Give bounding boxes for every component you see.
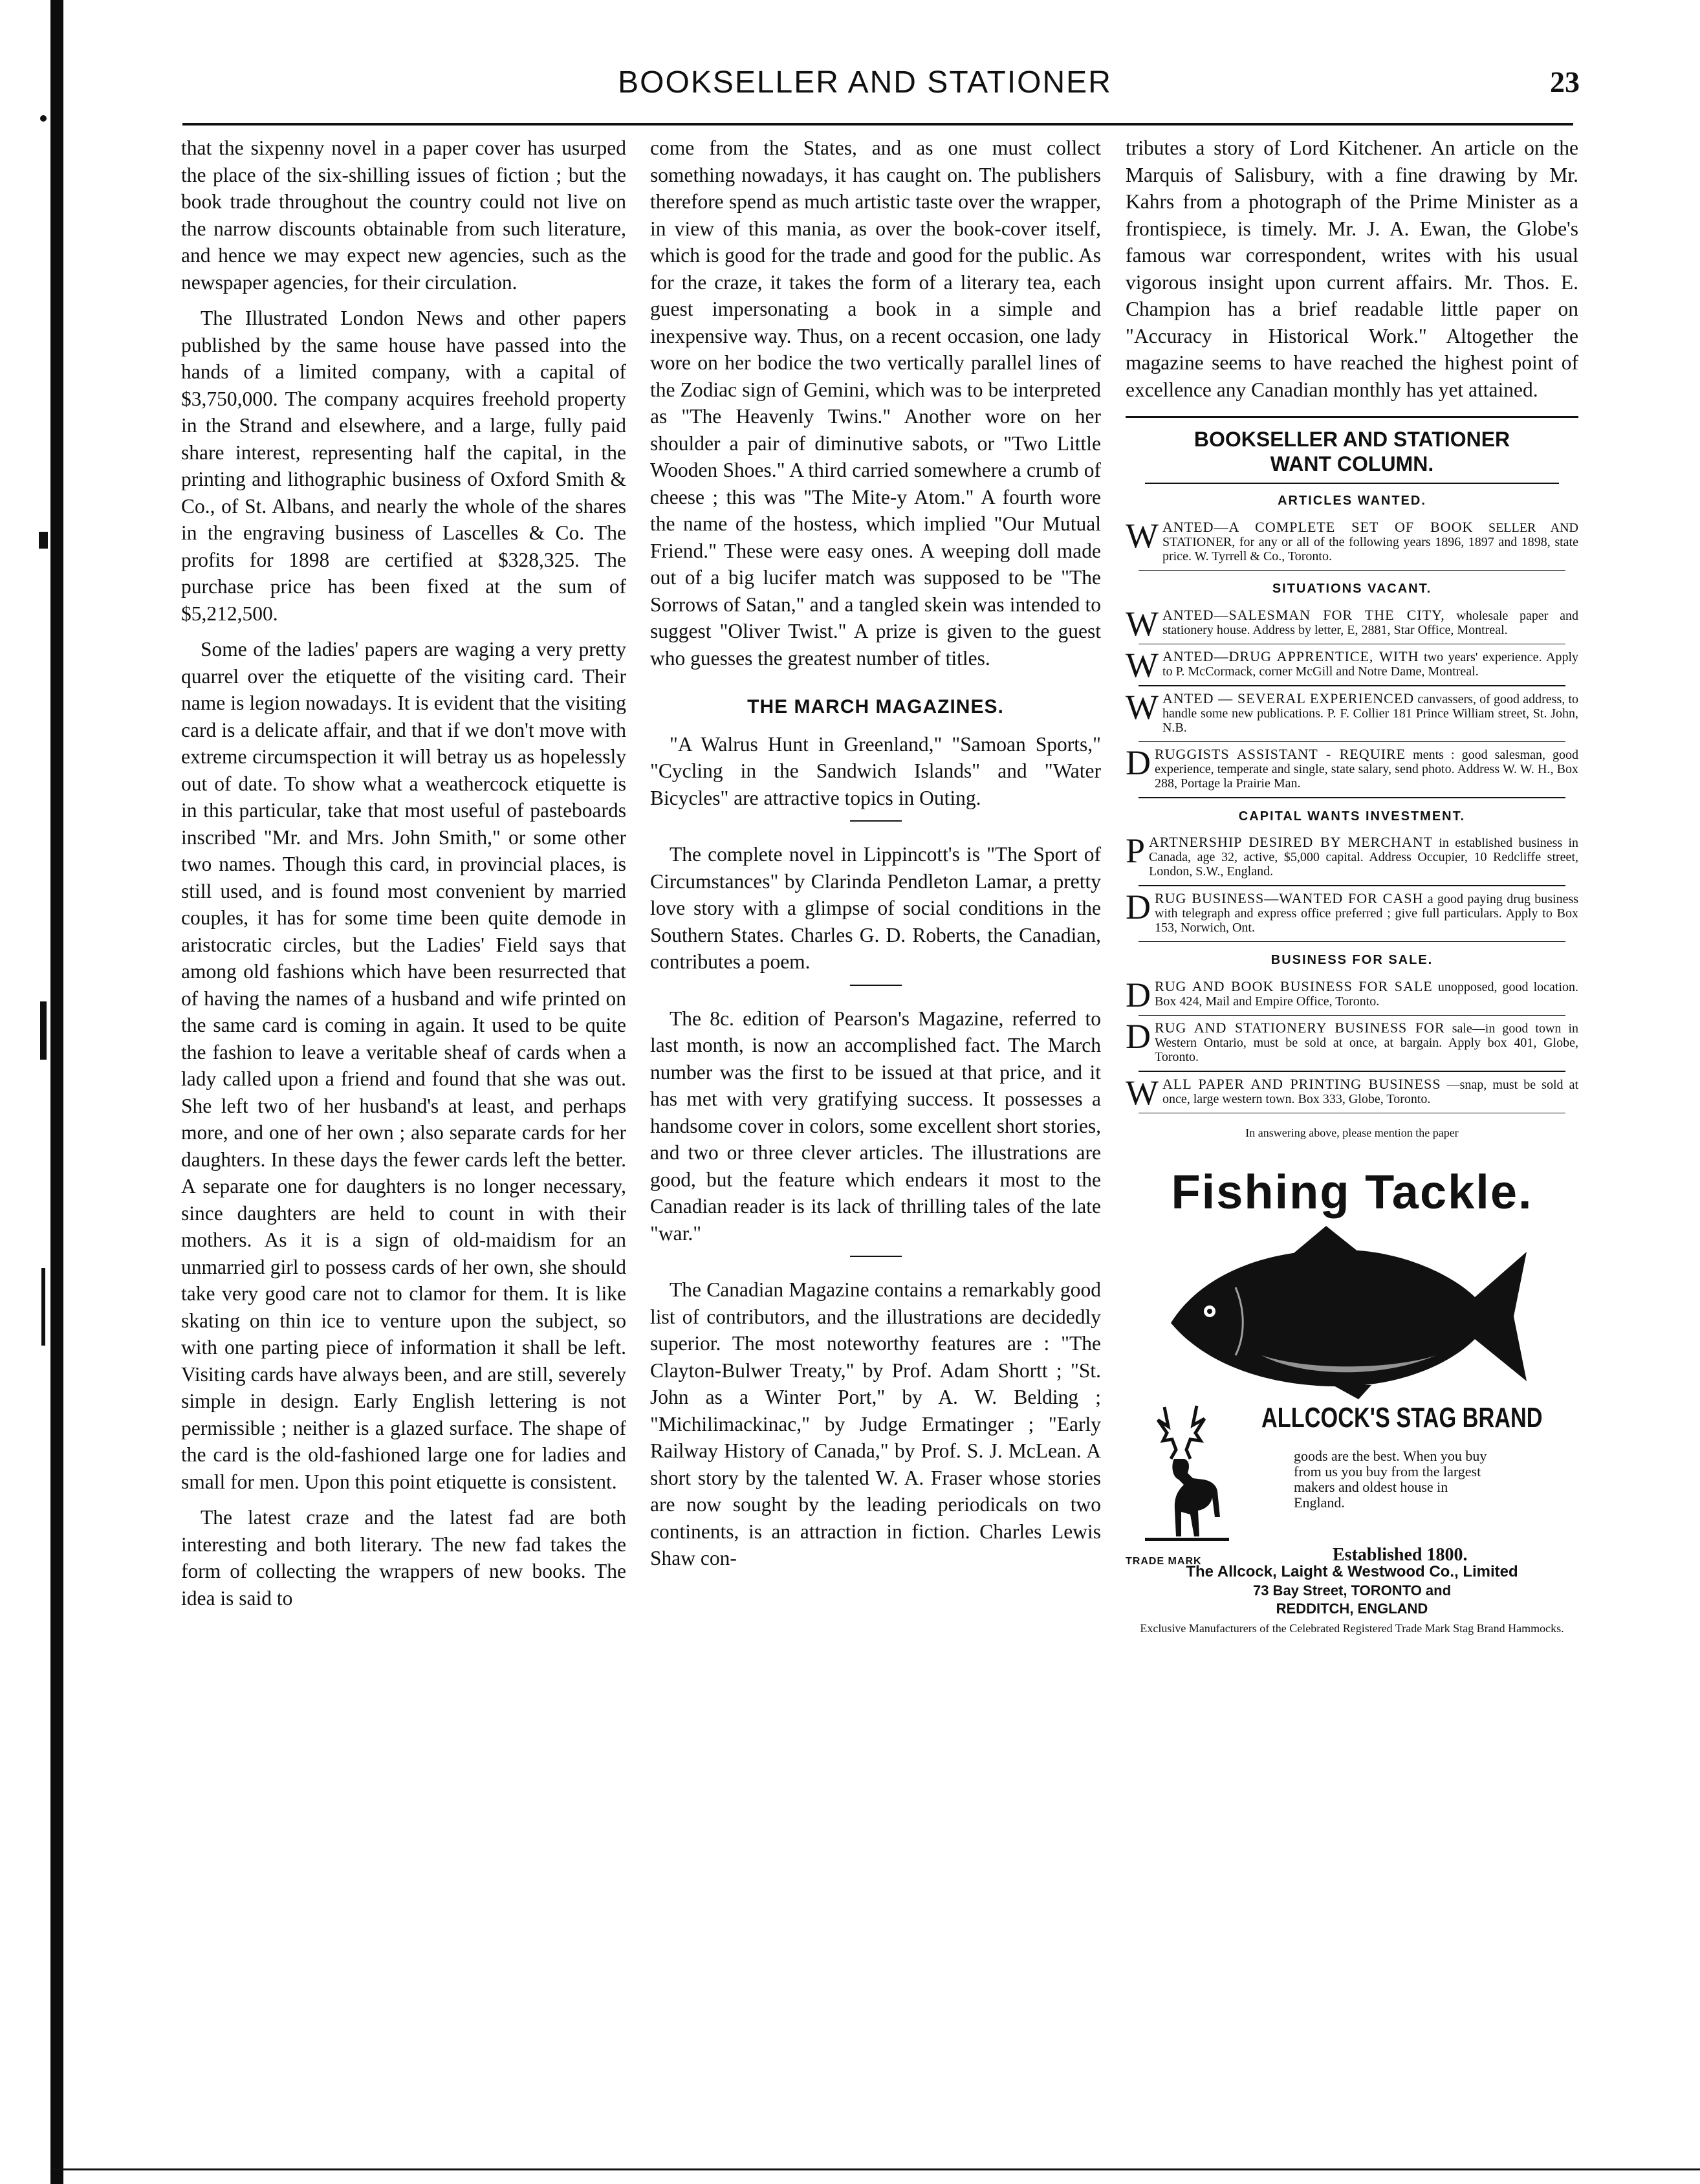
brand-text: goods are the best. When you buy from us you buy from the largest makers and oldest house in England.	[1294, 1447, 1487, 1511]
drop-cap: D	[1126, 743, 1151, 782]
drop-cap: D	[1126, 887, 1151, 926]
ad-body: two years' experience. Apply to P. McCormack, corner McGill and Notre Dame, Montreal.	[1162, 650, 1579, 679]
section-heading: CAPITAL WANTS INVESTMENT.	[1238, 809, 1466, 824]
ad-lead: ANTED—A COMPLETE SET OF BOOK	[1162, 518, 1474, 535]
divider	[1145, 483, 1559, 484]
divider	[1139, 885, 1565, 886]
trade-mark-label: TRADE MARK	[1126, 1555, 1202, 1567]
ad-lead: RUG AND STATIONERY BUSINESS FOR	[1155, 1020, 1445, 1036]
ad-lead: RUG AND BOOK BUSINESS FOR SALE	[1155, 977, 1433, 994]
running-title: BOOKSELLER AND STATIONER	[618, 65, 1112, 100]
classified-ad	[1126, 975, 1579, 1014]
divider	[1139, 1113, 1565, 1114]
divider	[1139, 741, 1565, 743]
classified-ad	[1126, 516, 1579, 563]
want-column-footer: In answering above, please mention the paper	[1245, 1126, 1459, 1139]
paragraph: The latest craze and the latest fad are both interesting and both literary. The new fad takes the form of collecting the wrappers of new books. The idea is said to	[181, 1506, 626, 1610]
company-address: 73 Bay Street, TORONTO and	[1252, 1582, 1452, 1599]
ad-lead: RUG BUSINESS—WANTED FOR CASH	[1155, 890, 1424, 906]
divider	[1139, 941, 1565, 943]
divider	[850, 1256, 902, 1257]
classified-ad	[1126, 1073, 1578, 1112]
scan-speck	[40, 1001, 47, 1060]
company-address: REDDITCH, ENGLAND	[1276, 1600, 1428, 1617]
book-binding-edge	[50, 0, 63, 2184]
section-title: THE MARCH MAGAZINES.	[747, 696, 1004, 717]
divider	[1139, 797, 1565, 798]
drop-cap: P	[1126, 831, 1146, 870]
divider	[1139, 685, 1565, 686]
drop-cap: W	[1126, 1073, 1159, 1112]
brand-name: ALLCOCK'S STAG BRAND	[1261, 1401, 1543, 1434]
divider	[1139, 1015, 1565, 1016]
classified-ad	[1126, 604, 1578, 643]
ad-body: a good paying drug business with telegraph and express office preferred ; give full particulars. Apply to Box 153, Norwich, Ont.	[1155, 891, 1579, 935]
classified-ad	[1126, 887, 1579, 935]
paragraph: The Canadian Magazine contains a remarkably good list of contributors, and the illustrations are decidedly superior. The most noteworthy features are : "The Clayton-Bulwer Treaty," by Prof. Adam Shortt ; "St. John as a Winter Port," by A. W. Belding ; "Michilimackinac," by Judge Ermatinger ; "Early Railway History of Canada," by Prof. S. J. McLean. A short story by the talented W. A. Fraser whose stories are now sought by the leading periodicals on two continents, is an attraction in fiction. Charles Lewis Shaw con-	[650, 1278, 1101, 1569]
want-column-title	[1126, 427, 1578, 476]
scan-speck	[40, 115, 47, 122]
section-heading: ARTICLES WANTED.	[1278, 494, 1426, 508]
divider	[1139, 644, 1565, 645]
drop-cap: W	[1126, 516, 1159, 555]
page-header	[150, 65, 1580, 105]
paragraph: The complete novel in Lippincott's is "The Sport of Circumstances" by Clarinda Pendleton Lamar, a pretty love story with a glimpse of social conditions in the Southern States. Charles G. D. Roberts, the Canadian, contributes a poem.	[650, 843, 1101, 973]
ad-body: wholesale paper and stationery house. Address by letter, E, 2881, Star Office, Montreal.	[1162, 608, 1578, 637]
divider	[850, 820, 902, 822]
company-note: Exclusive Manufacturers of the Celebrated Registered Trade Mark Stag Brand Hammocks.	[1140, 1621, 1564, 1635]
drop-cap: W	[1126, 687, 1159, 726]
ad-body: canvassers, of good address, to handle some new publications. P. F. Collier 181 Prince William street, St. John, N.B.	[1162, 692, 1578, 735]
ad-lead: ANTED—DRUG APPRENTICE, WITH	[1162, 648, 1419, 664]
paragraph: tributes a story of Lord Kitchener. An article on the Marquis of Salisbury, with a fine drawing by Mr. Kahrs from a photograph of the Prime Minister as a frontispiece, is timely. Mr. J. A. Ewan, the Globe's famous war correspondent, writes with his usual vigorous insight upon current affairs. Mr. Thos. E. Champion has a brief readable little paper on "Accuracy in Historical Work." Altogether the magazine seems to have reached the highest point of excellence any Canadian monthly has yet attained.	[1126, 136, 1578, 401]
drop-cap: W	[1126, 604, 1159, 643]
page-number: 23	[1550, 65, 1580, 98]
drop-cap: W	[1126, 646, 1159, 684]
ad-lead: ARTNERSHIP DESIRED BY MERCHANT	[1149, 834, 1433, 850]
section-heading: BUSINESS FOR SALE.	[1270, 953, 1433, 967]
drop-cap: D	[1126, 1017, 1151, 1056]
want-column-title-line: WANT COLUMN.	[1270, 452, 1434, 475]
want-column-title-line: BOOKSELLER AND STATIONER	[1193, 428, 1510, 451]
paragraph: The Illustrated London News and other papers published by the same house have passed into the hands of a limited company, with a capital of $3,750,000. The company acquires freehold property in the Strand and elsewhere, and a large, fully paid share interest, representing half the capital, in the printing and lithographic business of Oxford Smith & Co., of St. Albans, and nearly the whole of the shares in the engraving business of Lascelles & Co. The profits for 1898 are certified at $328,325. The purchase price has been fixed at the sum of $5,212,500.	[181, 307, 626, 625]
fishing-tackle-advert	[1126, 1166, 1578, 1635]
divider	[1139, 1071, 1565, 1072]
divider	[850, 985, 902, 986]
want-column	[1126, 416, 1578, 1147]
classified-ad	[1126, 743, 1579, 791]
ad-body: in established business in Canada, age 32, active, $5,000 capital. Address Occupier, 10 Redcliffe street, London, S.W., England.	[1149, 836, 1579, 879]
ad-lead: ANTED — SEVERAL EXPERIENCED	[1162, 690, 1415, 706]
established-label: Established 1800.	[1333, 1544, 1468, 1565]
ad-lead: ANTED—SALESMAN FOR THE CITY,	[1162, 606, 1445, 623]
classified-ad	[1126, 687, 1578, 735]
brand-row	[1126, 1401, 1578, 1567]
divider	[1126, 416, 1578, 418]
stag-trademark-icon	[1139, 1401, 1236, 1543]
section-heading: SITUATIONS VACANT.	[1272, 582, 1432, 596]
scan-speck	[41, 1268, 45, 1346]
ad-body: sale—in good town in Western Ontario, must be sold at once, at bargain. Apply box 401, Globe, Toronto.	[1155, 1021, 1578, 1064]
divider	[1139, 570, 1565, 571]
classified-ad	[1126, 831, 1579, 879]
column-1	[181, 135, 626, 1621]
ad-lead: RUGGISTS ASSISTANT - REQUIRE	[1155, 746, 1406, 762]
drop-cap: D	[1126, 975, 1151, 1014]
column-2	[650, 135, 1101, 1581]
ad-body: ments : good salesman, good experience, temperate and single, state salary, send photo. Address W. W. H., Box 288, Portage la Prairie Man.	[1155, 748, 1579, 791]
fish-illustration	[1164, 1226, 1527, 1401]
ad-lead: ALL PAPER AND PRINTING BUSINESS	[1162, 1075, 1441, 1092]
column-3	[1126, 135, 1578, 1635]
bottom-page-edge	[50, 2168, 1700, 2170]
ad-body: —snap, must be sold at once, large western town. Box 333, Globe, Toronto.	[1162, 1077, 1578, 1106]
paragraph: come from the States, and as one must collect something nowadays, it has caught on. The publishers therefore spend as much artistic taste over the wrapper, in view of this mania, as over the book-cover itself, which is good for the trade and good for the public. As for the craze, it takes the form of a literary tea, each guest impersonating a book in a simple and inexpensive way. Thus, on a recent occasion, one lady wore on her bodice the two vertically parallel lines of the Zodiac sign of Gemini, which was to be interpreted as "The Heavenly Twins." Another wore on her shoulder a pair of diminutive sabots, or "Two Little Wooden Shoes." A third carried somewhere a crumb of cheese ; this was "The Mite-y Atom." A fourth wore the name of the hostess, which implied "Our Mutual Friend." These were easy ones. A weeping doll made out of a big lucifer match was supposed to be "The Sorrows of Satan," and a tangled skein was intended to suggest "Oliver Twist." A prize is given to the guest who guesses the greatest number of titles.	[650, 136, 1101, 670]
ad-body: unopposed, good location. Box 424, Mail and Empire Office, Toronto.	[1155, 979, 1579, 1009]
paragraph: "A Walrus Hunt in Greenland," "Samoan Sports," "Cycling in the Sandwich Islands" and "Water Bicycles" are attractive topics in Outing.	[650, 732, 1101, 809]
paragraph: The 8c. edition of Pearson's Magazine, referred to last month, is now an accomplished fact. The March number was the first to be issued at that price, and it has met with very gratifying success. It possesses a handsome cover in colors, some excellent short stories, and two or three clever articles. The illustrations are good, but the feature which endears it most to the Canadian reader is its lack of thrilling tales of the late "war."	[650, 1007, 1101, 1245]
paragraph: that the sixpenny novel in a paper cover has usurped the place of the six-shilling issues of fiction ; but the book trade throughout the country could not live on the narrow discounts obtainable from such literature, and hence we may expect new agencies, such as the newspaper agencies, for their circulation.	[181, 136, 626, 294]
header-rule	[182, 123, 1573, 126]
ad-body: SELLER AND STATIONER, for any or all of the following years 1896, 1897 and 1898, state price. W. Tyrrell & Co., Toronto.	[1162, 520, 1579, 563]
advert-title: Fishing Tackle.	[1171, 1164, 1533, 1219]
classified-ad	[1126, 646, 1579, 684]
classified-ad	[1126, 1017, 1578, 1064]
company-name: The Allcock, Laight & Westwood Co., Limited	[1186, 1562, 1518, 1580]
scan-speck	[39, 532, 48, 549]
paragraph: Some of the ladies' papers are waging a very pretty quarrel over the etiquette of the visiting card. Their name is legion nowadays. It is evident that the visiting card is a delicate affair, and that if we don't move with extreme circumspection it will betray us as hopelessly out of date. To show what a weathercock etiquette is in this particular, take that most useful of pasteboards inscribed "Mr. and Mrs. John Smith," or some other two names. Though this card, in provincial places, is still used, and is found most convenient by married couples, it has for some time been quite demode in aristocratic circles, but the Ladies' Field says that among old fashions which have been resurrected that of having the names of a husband and wife printed on the same card is coming in again. It used to be quite the fashion to leave a veritable sheaf of cards when a lady called upon a friend and found that she was out. She left two of her husband's at least, and perhaps more, and one of her own ; also separate cards for her daughters. In these days the fewer cards left the better. A separate one for daughters is no longer necessary, since daughters are held to count in with their mothers. As it is a sign of old-maidism for an unmarried girl to possess cards of her own, she should take very good care not to clamor for them. It is like skating on thin ice to venture upon the subject, so with one parting piece of information it shall be left. Visiting cards have always been, and are still, severely simple in design. Early English lettering is not permissible ; neither is a glazed surface. The shape of the card is the old-fashioned large one for ladies and small for men. Upon this point etiquette is consistent.	[181, 638, 626, 1493]
